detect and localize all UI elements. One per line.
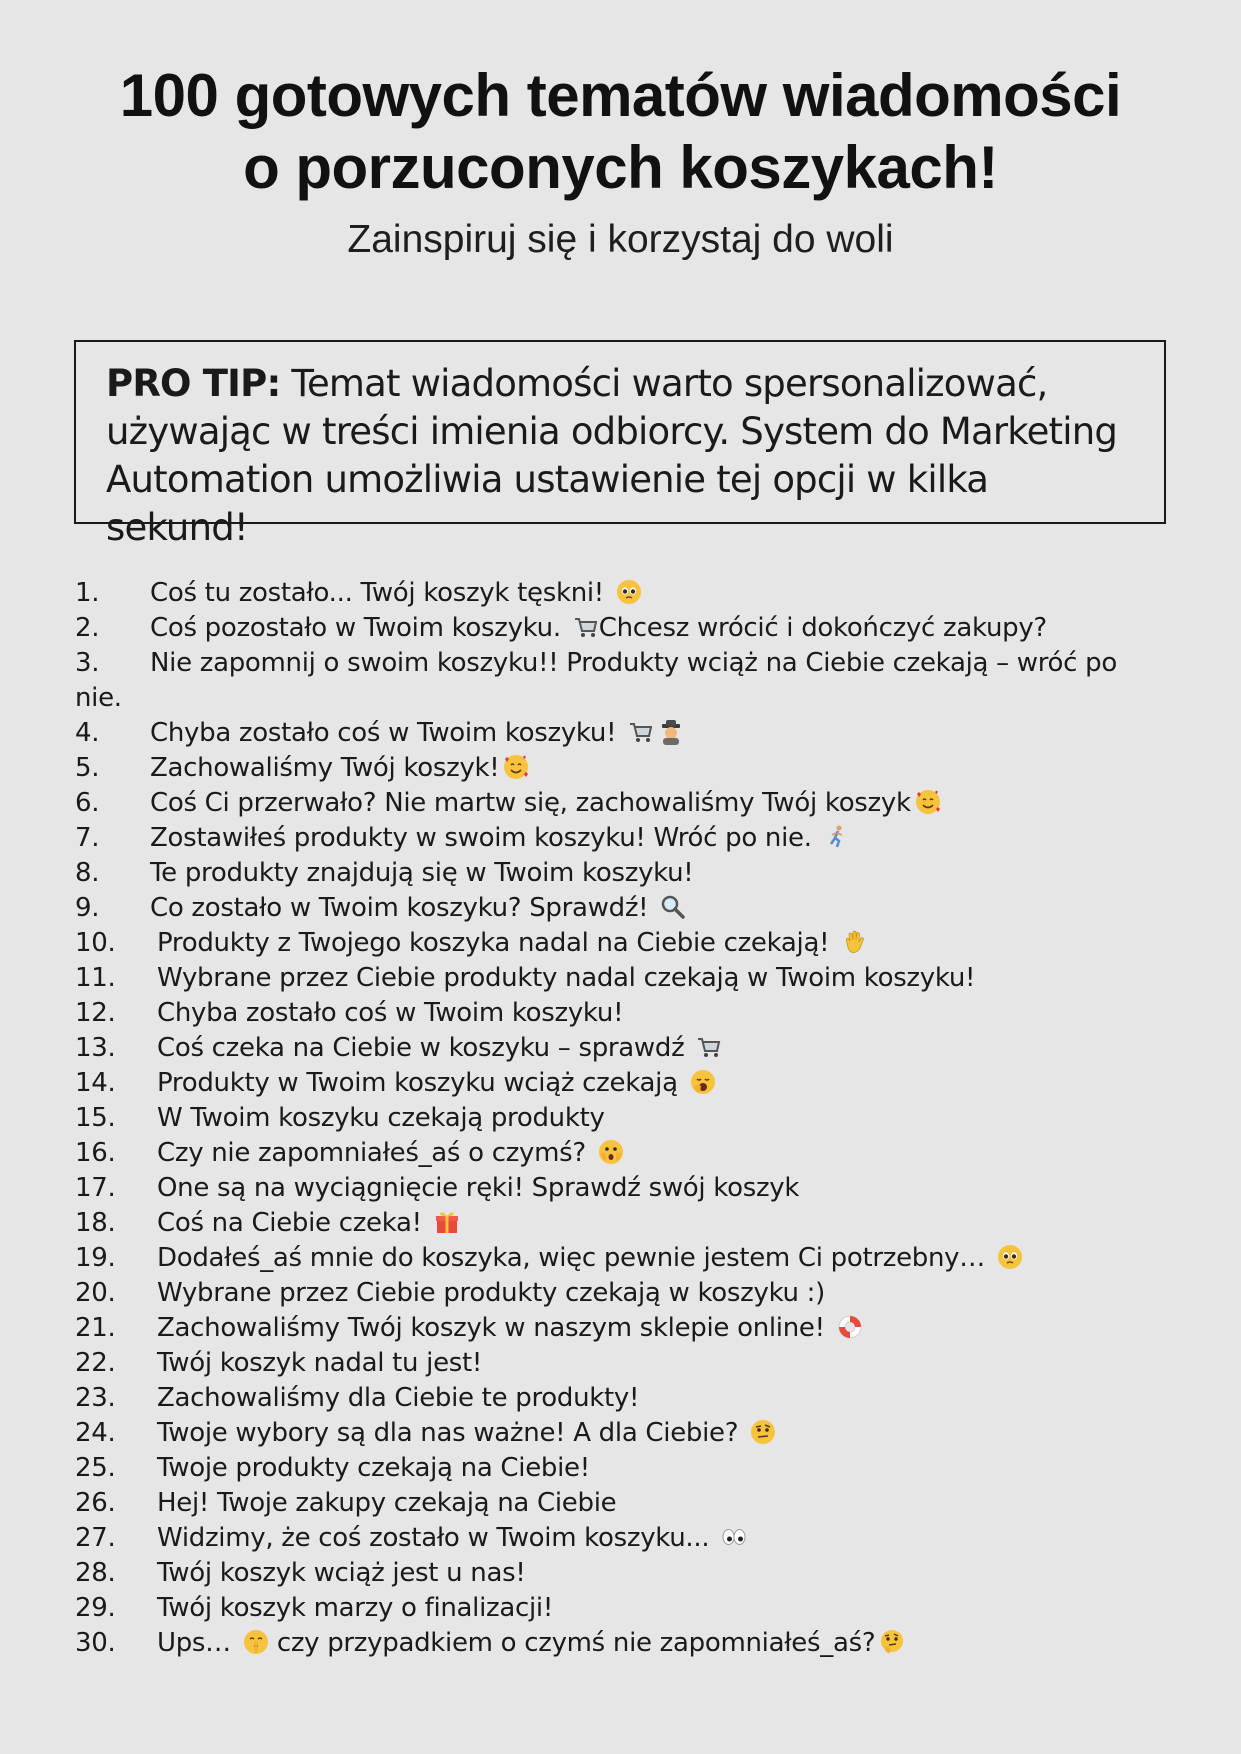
list-item-text: W Twoim koszyku czekają produkty <box>157 1103 605 1133</box>
list-item-text: Nie zapomnij o swoim koszyku!! Produkty wciąż na Ciebie czekają – wróć po nie. <box>75 648 1117 713</box>
list-item-number: 9. <box>75 893 100 923</box>
list-item-number: 6. <box>75 788 100 818</box>
list-item-text: Twój koszyk nadal tu jest! <box>157 1348 483 1378</box>
list-item <box>75 1416 1155 1451</box>
list-item <box>75 1031 1155 1066</box>
list-item <box>75 1556 1155 1591</box>
list-item <box>75 1066 1155 1101</box>
list-item-text: Te produkty znajdują się w Twoim koszyku! <box>150 858 694 888</box>
list-item <box>75 786 1155 821</box>
list-item-number: 23. <box>75 1383 116 1413</box>
pro-tip-text: Temat wiadomości warto spersonalizować, używając w treści imienia odbiorcy. System do Marketing Automation umożliwia ustawienie tej opcji w kilka sekund! <box>106 362 1118 549</box>
list-item-number: 19. <box>75 1243 116 1273</box>
list-item <box>75 1381 1155 1416</box>
list-item <box>75 1626 1155 1661</box>
list-item-text: Zachowaliśmy Twój koszyk w naszym sklepie online! <box>157 1313 833 1343</box>
gift-icon <box>434 1209 460 1235</box>
list-item-text: Coś Ci przerwało? Nie martw się, zachowaliśmy Twój koszyk <box>150 788 911 818</box>
list-item-number: 15. <box>75 1103 116 1133</box>
pleading-face-icon <box>616 579 642 605</box>
list-item-text: Twój koszyk marzy o finalizacji! <box>157 1593 553 1623</box>
list-item-number: 14. <box>75 1068 116 1098</box>
list-item-text: Chyba zostało coś w Twoim koszyku! <box>157 998 624 1028</box>
list-item-number: 21. <box>75 1313 116 1343</box>
list-item-text: Coś czeka na Ciebie w koszyku – sprawdź <box>157 1033 693 1063</box>
list-item-text: Coś pozostało w Twoim koszyku. <box>150 613 569 643</box>
list-item <box>75 1206 1155 1241</box>
list-item-number: 30. <box>75 1628 116 1658</box>
list-item-text: Coś tu zostało... Twój koszyk tęskni! <box>150 578 612 608</box>
list-item-text: One są na wyciągnięcie ręki! Sprawdź swój koszyk <box>157 1173 800 1203</box>
shushing-face-icon <box>243 1629 269 1655</box>
list-item <box>75 1346 1155 1381</box>
list-item-number: 13. <box>75 1033 116 1063</box>
list-item-text: Ups… <box>157 1628 239 1658</box>
list-item <box>75 576 1155 611</box>
list-item <box>75 1521 1155 1556</box>
list-item-number: 11. <box>75 963 116 993</box>
list-item-text: Twoje wybory są dla nas ważne! A dla Ciebie? <box>157 1418 747 1448</box>
list-item <box>75 1241 1155 1276</box>
list-item-number: 5. <box>75 753 100 783</box>
shopping-cart-icon <box>628 719 654 745</box>
list-item-text-continued: Chcesz wrócić i dokończyć zakupy? <box>598 613 1047 643</box>
pro-tip-box <box>74 340 1166 549</box>
eyes-icon <box>721 1524 747 1550</box>
list-item-text: Czy nie zapomniałeś_aś o czymś? <box>157 1138 594 1168</box>
list-item <box>75 716 1155 751</box>
yawning-face-icon <box>690 1069 716 1095</box>
list-item <box>75 1101 1155 1136</box>
list-item <box>75 1276 1155 1311</box>
list-item <box>75 646 1155 716</box>
title-line-1: 100 gotowych tematów wiadomości <box>119 62 1122 129</box>
detective-icon <box>658 719 684 745</box>
list-item <box>75 1451 1155 1486</box>
list-item-number: 12. <box>75 998 116 1028</box>
list-item-number: 25. <box>75 1453 116 1483</box>
list-item-number: 8. <box>75 858 100 888</box>
list-item-number: 24. <box>75 1418 116 1448</box>
page-title <box>40 60 1201 204</box>
list-item <box>75 611 1155 646</box>
list-item <box>75 996 1155 1031</box>
list-item-number: 22. <box>75 1348 116 1378</box>
list-item-number: 26. <box>75 1488 116 1518</box>
list-item-number: 27. <box>75 1523 116 1553</box>
list-item <box>75 891 1155 926</box>
list-item-text-continued: czy przypadkiem o czymś nie zapomniałeś_aś? <box>268 1628 876 1658</box>
subject-list <box>75 576 1155 1661</box>
list-item <box>75 751 1155 786</box>
list-item-text: Dodałeś_aś mnie do koszyka, więc pewnie jestem Ci potrzebny… <box>157 1243 993 1273</box>
list-item-number: 17. <box>75 1173 116 1203</box>
list-item <box>75 1171 1155 1206</box>
list-item-number: 4. <box>75 718 100 748</box>
shopping-cart-icon <box>573 614 599 640</box>
list-item <box>75 961 1155 996</box>
list-item-number: 16. <box>75 1138 116 1168</box>
pleading-face-icon <box>997 1244 1023 1270</box>
list-item <box>75 926 1155 961</box>
list-item-text: Wybrane przez Ciebie produkty nadal czekają w Twoim koszyku! <box>157 963 976 993</box>
list-item-number: 18. <box>75 1208 116 1238</box>
list-item-number: 7. <box>75 823 100 853</box>
list-item-text: Twój koszyk wciąż jest u nas! <box>157 1558 526 1588</box>
list-item-number: 29. <box>75 1593 116 1623</box>
magnifying-glass-icon <box>660 894 686 920</box>
list-item-text: Zostawiłeś produkty w swoim koszyku! Wróć po nie. <box>150 823 820 853</box>
list-item <box>75 1136 1155 1171</box>
title-line-2: o porzuconych koszykach! <box>243 134 998 201</box>
list-item <box>75 821 1155 856</box>
list-item-number: 28. <box>75 1558 116 1588</box>
waving-hand-icon <box>841 929 867 955</box>
list-item <box>75 1311 1155 1346</box>
list-item <box>75 1591 1155 1626</box>
list-item-text: Zachowaliśmy dla Ciebie te produkty! <box>157 1383 640 1413</box>
list-item-text: Co zostało w Twoim koszyku? Sprawdź! <box>150 893 657 923</box>
shopping-cart-icon <box>696 1034 722 1060</box>
list-item-number: 3. <box>75 648 100 678</box>
raised-eyebrow-face-icon <box>750 1419 776 1445</box>
running-person-icon <box>824 824 850 850</box>
smiling-face-with-hearts-icon <box>915 789 941 815</box>
thinking-face-icon <box>879 1629 905 1655</box>
list-item <box>75 1486 1155 1521</box>
list-item-number: 1. <box>75 578 100 608</box>
hushed-face-icon <box>598 1139 624 1165</box>
list-item-text: Coś na Ciebie czeka! <box>157 1208 430 1238</box>
list-item-text: Hej! Twoje zakupy czekają na Ciebie <box>157 1488 617 1518</box>
pro-tip-label: PRO TIP: <box>106 362 281 405</box>
list-item <box>75 856 1155 891</box>
list-item-text: Chyba zostało coś w Twoim koszyku! <box>150 718 625 748</box>
list-item-text: Widzimy, że coś zostało w Twoim koszyku... <box>157 1523 718 1553</box>
list-item-number: 2. <box>75 613 100 643</box>
list-item-text: Zachowaliśmy Twój koszyk! <box>150 753 500 783</box>
list-item-number: 20. <box>75 1278 116 1308</box>
list-item-text: Wybrane przez Ciebie produkty czekają w koszyku :) <box>157 1278 825 1308</box>
lifebuoy-icon <box>837 1314 863 1340</box>
list-item-text: Produkty w Twoim koszyku wciąż czekają <box>157 1068 686 1098</box>
list-item-text: Produkty z Twojego koszyka nadal na Ciebie czekają! <box>157 928 838 958</box>
list-item-text: Twoje produkty czekają na Ciebie! <box>157 1453 590 1483</box>
page-subtitle: Zainspiruj się i korzystaj do woli <box>347 218 894 261</box>
list-item-number: 10. <box>75 928 116 958</box>
smiling-face-with-hearts-icon <box>503 754 529 780</box>
